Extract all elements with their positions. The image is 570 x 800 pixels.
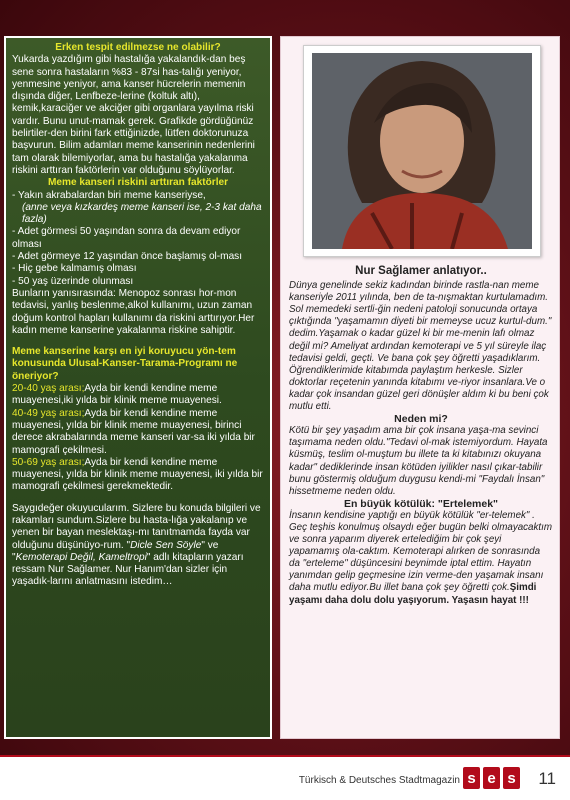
risk-item-3: - Adet görmeye 12 yaşından önce başlamış ol-ması: [12, 251, 243, 263]
risk-item-5: - 50 yaş üzerinde olunması: [12, 275, 134, 287]
paragraph-why: Kötü bir şey yaşadım ama bir çok insana yaşa-ma sevinci taşımama neden oldu."Tedavi ol-mak istemiyordum. Hayata küsmüş, teslim ol-muştum bu illete ta ki kitabınızı okuyana kadar" dediklerinde insan kötüden iyilikler nasıl çıkar-tabilir bunu göstermiş olduğum duygusu kendi-mi "Faydalı İnsan" hissetmeme neden oldu.: [289, 425, 548, 497]
left-article-text: [6, 38, 270, 589]
book-title-2: Kemoterapi Değil, Kameltropi: [15, 551, 147, 563]
age-range-20-40: 20-40 yaş arası;: [12, 383, 85, 395]
right-article-text: [289, 265, 553, 607]
heading-why: Neden mi?: [394, 413, 448, 426]
footer: [0, 755, 570, 800]
footer-divider: [0, 755, 570, 757]
portrait-photo: [312, 53, 532, 249]
risk-item-1-note: (anne veya kızkardeş meme kanseri ise, 2-3 kat daha fazla): [22, 201, 262, 226]
page-number: 11: [538, 769, 556, 788]
heading-risk-factors: Meme kanseri riskini arttıran faktörler: [47, 177, 229, 189]
paragraph-other-risks: Bunların yanısırasında: Menopoz sonrası hor-mon tedavisi, yanlış beslenme,alkol kullanımı, uzun zaman doğum kontrol hapları kullanımı da riskini arttırıyor.Her kadın meme kanserine yakalanma riskine sahiptir.: [12, 287, 255, 336]
risk-item-1: - Yakın akrabalardan biri meme kanseriyse,: [12, 189, 206, 201]
risk-item-4: - Hiç gebe kalmamış olması: [12, 263, 137, 275]
heading-procrastination: En büyük kötülük: "Ertelemek": [343, 497, 499, 510]
book-title-1: Dicle Sen Söyle: [130, 539, 202, 551]
heading-early-detection: Erken tespit edilmezse ne olabilir?: [55, 42, 221, 53]
age-range-50-69: 50-69 yaş arası;: [12, 456, 85, 468]
right-article-box: [280, 36, 560, 739]
ses-logo: [463, 767, 521, 794]
svg-text:e: e: [487, 770, 496, 787]
screening-40-49: 40-49 yaş arası;Ayda bir kendi kendine meme muayenesi, yılda bir klinik meme muayenesi, birinci derece akrabalarında meme kanseri var-sa iki yılda bir mamografi çekilmesi.: [12, 407, 255, 456]
magazine-name: Türkisch & Deutsches Stadtmagazin: [298, 775, 460, 786]
article-title: Nur Sağlamer anlatıyor..: [355, 265, 487, 277]
paragraph-early-detection: Yukarda yazdığım gibi hastalığa yakalandık-dan beş sene sonra hastaların %83 - 87si has-talığı yeniyor, yenmesine yeniyor, ama kanser hücrelerin memenin dışında diğer, Lenfbeze-lerine (koltuk altı), kemik,karaciğer ve akciğer gibi organlara yayılma riski vardır. Bunu unut-mamak gerek. Grafikde gördüğünüz belirtiler-den birini fark ettiğinizde, lütfen doktorunuza başvurun. Bilim adamları meme kanserinin nedenlerini tam olarak bilemiyorlar, ama bu hastalığa yakalanma riskini arttıran faktörlerin var olduğunu söylüyorlar.: [12, 54, 255, 176]
paragraph-procrastination: İnsanın kendisine yaptığı en büyük kötülük "er-telemek" . Geç teşhis konulmuş olsaydı eğer bugün belki olmayacaktım ve sonra yaparım diyerek ertelediğim bir çok şeyi yapamamış ola-caktım. Kemoterapi alırken de sonrasında da "erteleme" düşüncesini beynimde iptal ettim. Hayatın yanımdan gelip geçmesine izin verme-den yaşamak insanı daha mutlu ediyor.Bu illet bana çok şey öğretti çok.Şimdi yaşamı daha dolu dolu yaşıyorum. Yaşasın hayat !!!: [289, 509, 553, 606]
svg-text:s: s: [507, 770, 516, 787]
age-range-40-49: 40-49 yaş arası;: [12, 407, 85, 419]
screening-50-69: 50-69 yaş arası;Ayda bir kendi kendine meme muayenesi, yılda bir klinik meme muayenesi, iki yılda bir mamografi çekilmesi gerekmektedir.: [12, 456, 263, 493]
closing-statement: Şimdi yaşamı daha dolu dolu yaşıyorum. Yaşasın hayat !!!: [289, 582, 537, 606]
left-article-box: [4, 36, 272, 739]
risk-item-2: - Adet görmesi 50 yaşından sonra da devam ediyor olması: [12, 226, 241, 250]
portrait-photo-frame: [303, 45, 541, 257]
screening-20-40: 20-40 yaş arası;Ayda bir kendi kendine meme muayenesi,iki yılda bir klinik meme muayenesi.: [12, 383, 222, 407]
paragraph-story: Dünya genelinde sekiz kadından birinde rastla-nan meme kanseriyle 2011 yılında, ben de ta-nışmaktan kurtulamadım. Sol memedeki sertli-ğin nedeni patoloji sonucunda ortaya çıktığında "yaşamamın diyeti bir memeyse ucuz kurtul-dum." dedim.Yaşamak o kadar güzel ki bir me-menin lafı olmaz değil mi? Ameliyat ardından kemoterapi ve 5 yıl süreyle ilaç tedavisi geldi, geçti. Ve bana çok şey öğretti yaşadıklarım. Öğrendiklerimide kitabımda paylaştım herkesle. Sizler doktorlar reçetenin yanında kitabımı ve-riyor insanlara.Ve o kadar çok insandan güzel geri dönüşler aldım ki bu beni çok mutlu etti.: [289, 280, 552, 413]
svg-text:s: s: [467, 770, 476, 787]
paragraph-introduction: Saygıdeğer okuyucularım. Sizlere bu konuda bilgileri ve rakamları sundum.Sizlere bu hasta-lığa yakalanıp ve yenen bir bayan meslektaşı-mı tanıtmamda fayda var olduğunu düşünüyo-rum. "Dicle Sen Söyle" ve "Kemoterapi Değil, Kameltropi" adlı kitapların yazarı ressam Nur Sağlamer. Nur Hanım'dan sizler için yaşadık-larını anlatmasını istedim…: [12, 502, 261, 588]
heading-screening: Meme kanserine karşı en iyi koruyucu yön-tem konusunda Ulusal-Kanser-Tarama-Programı ne öneriyor?: [12, 346, 238, 382]
